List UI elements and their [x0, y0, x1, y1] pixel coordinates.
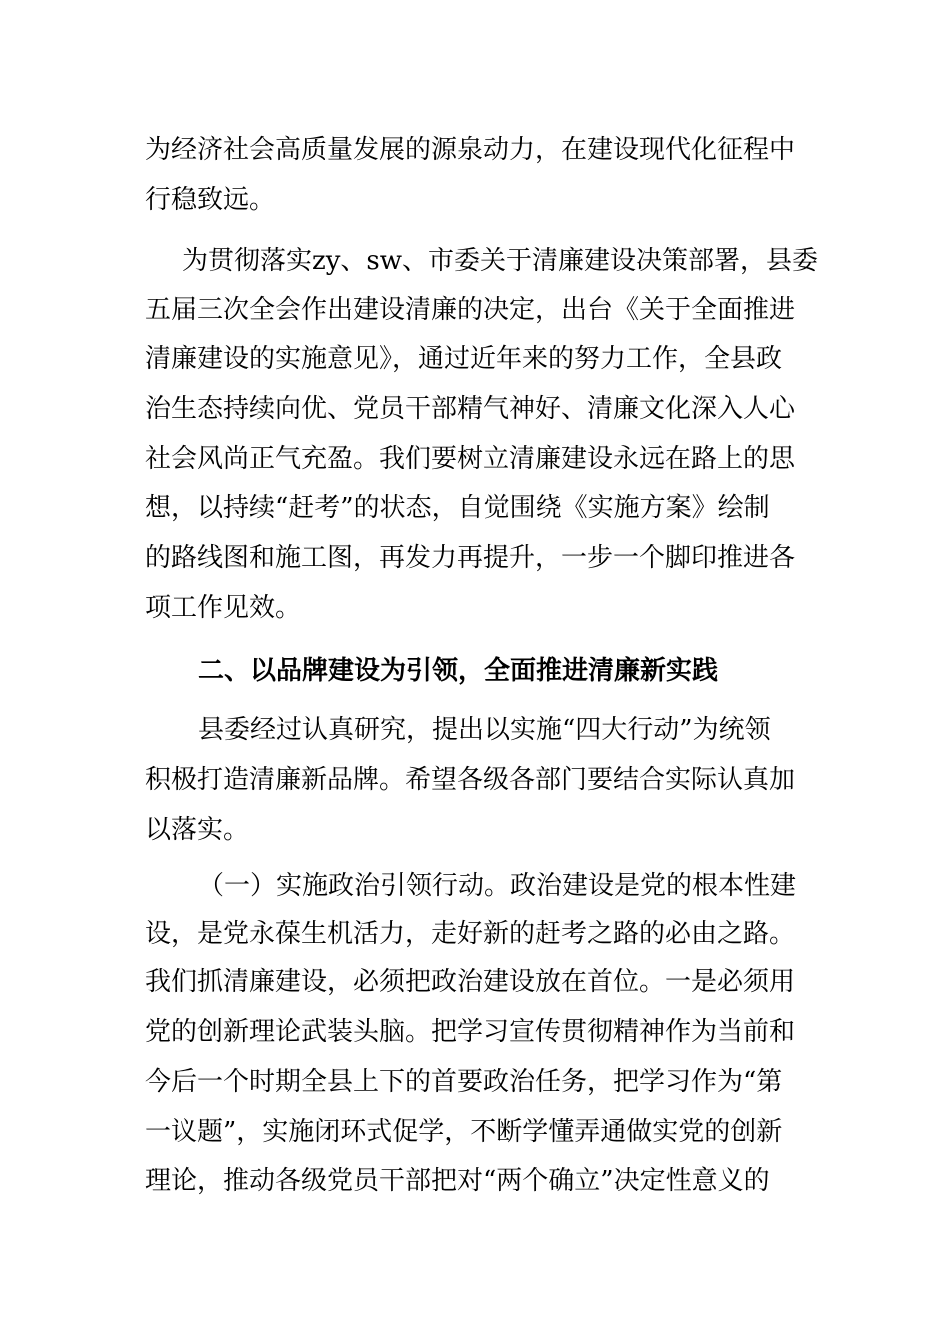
paragraph-line: 项工作见效。 — [145, 593, 302, 623]
paragraph-line: 行稳致远。 — [145, 185, 276, 215]
paragraph-line: 以落实。 — [145, 815, 250, 845]
section-heading: 二、以品牌建设为引领，全面推进清廉新实践 — [198, 656, 719, 686]
paragraph-line: 县委经过认真研究，提出以实施“四大行动”为统领 — [198, 715, 771, 745]
paragraph-line: 清廉建设的实施意见》，通过近年来的努力工作，全县政 — [145, 344, 783, 374]
paragraph-line: 的路线图和施工图，再发力再提升，一步一个脚印推进各 — [145, 543, 796, 573]
paragraph-line: （一）实施政治引领行动。政治建设是党的根本性建 — [198, 871, 797, 901]
paragraph-line: 五届三次全会作出建设清廉的决定，出台《关于全面推进 — [145, 295, 796, 325]
paragraph-line: 理论，推动各级党员干部把对“两个确立”决定性意义的 — [145, 1166, 770, 1196]
paragraph-line: 想，以持续“赶考”的状态，自觉围绕《实施方案》绘制 — [145, 493, 770, 523]
paragraph-line: 一议题”，实施闭环式促学，不断学懂弄通做实党的创新 — [145, 1117, 783, 1147]
paragraph-line: 我们抓清廉建设，必须把政治建设放在首位。一是必须用 — [145, 967, 796, 997]
paragraph-line: 今后一个时期全县上下的首要政治任务，把学习作为“第 — [145, 1067, 783, 1097]
paragraph-line: 党的创新理论武装头脑。把学习宣传贯彻精神作为当前和 — [145, 1017, 796, 1047]
paragraph-line: 治生态持续向优、党员干部精气神好、清廉文化深入人心 — [145, 394, 796, 424]
paragraph-line: 为经济社会高质量发展的源泉动力，在建设现代化征程中 — [145, 135, 796, 165]
paragraph-line: 积极打造清廉新品牌。希望各级各部门要结合实际认真加 — [145, 765, 796, 795]
paragraph-line: 社会风尚正气充盈。我们要树立清廉建设永远在路上的思 — [145, 444, 796, 474]
paragraph-line: 为贯彻落实zy、sw、市委关于清廉建设决策部署，县委 — [182, 246, 818, 276]
paragraph-line: 设，是党永葆生机活力，走好新的赶考之路的必由之路。 — [145, 919, 796, 949]
